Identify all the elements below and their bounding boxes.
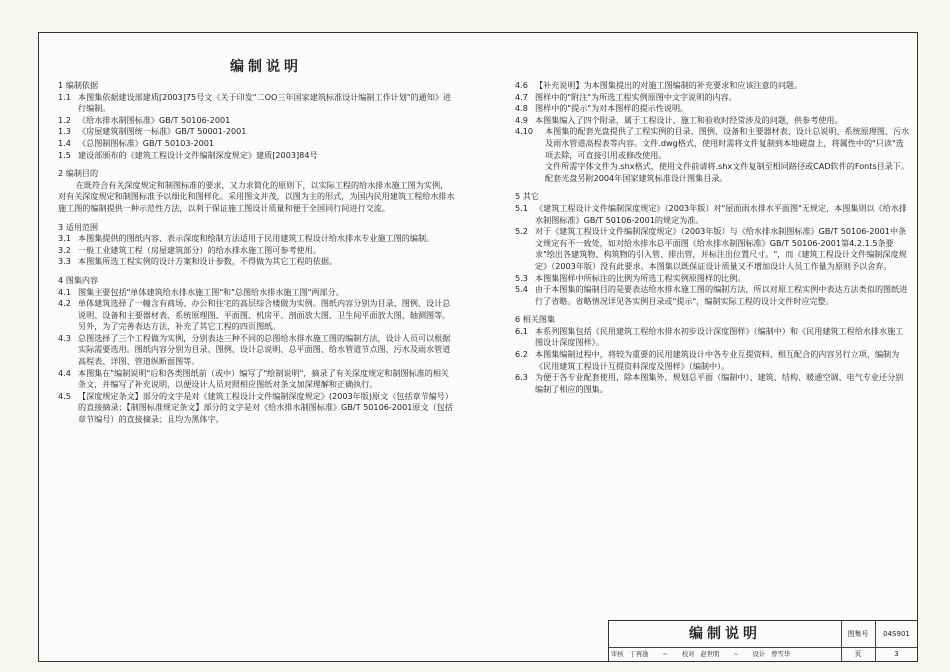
clause-text: 建设部颁布的《建筑工程设计文件编制深度规定》建质[2003]84号: [78, 149, 318, 160]
signature-row: [609, 648, 842, 661]
clause-number: 1.2: [58, 114, 71, 125]
clause-number: 6.2: [515, 349, 528, 360]
clause-text: 《总图制图标准》GB/T 50103-2001: [78, 137, 215, 148]
title-block: [608, 620, 917, 661]
clause: [515, 103, 910, 115]
clause-text: 本图集编入了四个附录，属于工程设计、施工和验收时经常涉及的问题，供参考使用。: [535, 114, 843, 125]
clause: [58, 391, 456, 426]
clause-text: 图样中的"提示"为对本图样的提示性说明。: [535, 103, 689, 114]
section-heading: 6 相关图集: [515, 314, 556, 325]
clause-number: 4.1: [58, 286, 71, 297]
page-number: 3: [894, 650, 899, 658]
clause-continuation: 文件所需字体文件为.shx格式，使用文件前请将.shx文件复制至相同路径或CAD软件的Fonts目录下。: [545, 161, 910, 172]
clause: [515, 326, 910, 349]
section: [58, 275, 456, 426]
clause-text: 《房屋建筑制图统一标准》GB/T 50001-2001: [78, 126, 247, 137]
clause-text: 图样中的"附注"为所选工程实例原图中文字说明的内容。: [535, 91, 737, 102]
clause-number: 1.5: [58, 149, 71, 160]
clause-text: 对于《建筑工程设计文件编制深度规定》（2003年版）与《给水排水制图标准》GB/T 50106-2001中条文规定有不一致处，如对给水排水总平面图《给水排水制图标准》GB/T 50106-2001第4.2.1.5条要求"绘出各建筑物、构筑物的引入管、排出管，并标注出位置尺寸。"，而《建筑工程设计文件编制深度规定》（2003年版）没有此要求。本图集以既保证设计质量又不增加设计人员工作量为原则予以舍弃。: [535, 226, 907, 271]
clause-text: 本系列图集包括《民用建筑工程给水排水初步设计深度图样》（编制中）和《民用建筑工程给水排水施工图设计深度图样》。: [535, 325, 904, 348]
title-block-drawing-title: 编制说明: [609, 621, 842, 648]
clause-text: 本图集的配套光盘提供了工程实例的目录、图例、设备和主要器材表、设计总说明、系统原理图、污水及雨水管道高程表等内容。文件.dwg格式，使用时需将文件复制到本地磁盘上，将属性中的"只读"选项去除，可直接引用或修改使用。: [545, 126, 910, 160]
clause: [58, 233, 456, 245]
section: [58, 222, 456, 268]
left-column: [58, 80, 456, 426]
proofread-label: 校对: [681, 651, 695, 658]
design-label: 设计: [752, 651, 766, 658]
clause-number: 1.4: [58, 137, 71, 148]
clause: [58, 368, 456, 391]
clause: [515, 284, 910, 307]
clause-text: 【补充说明】为本图集提出的对施工图编制的补充要求和应该注意的问题。: [535, 80, 803, 90]
clause-number: 4.5: [58, 390, 71, 401]
clause: [58, 333, 456, 368]
clause-text: 总图选择了三个工程做为实例，分别表达三种不同的总图给水排水施工图的编制方法，设计人员可以根据实际需要选用。图纸内容分别为目录、图例、设计总说明、总平面图、给水管道节点图、污水及雨水管道高程表、详图、管道纵断面图等。: [78, 332, 451, 367]
clause-text: 【深度规定条文】部分的文字是对《建筑工程设计文件编制深度规定》(2003年版)原文（包括章节编号）的直接摘录；【制图标准规定条文】部分的文字是对《给水排水制图标准》GB/T 50106-2001原文（包括章节编号）的直接摘录；且均为黑体字。: [78, 390, 453, 425]
clause: [58, 138, 456, 150]
clause-number: 5.1: [515, 202, 528, 213]
page-title: 编制说明: [230, 59, 302, 75]
clause: [515, 203, 910, 226]
clause-text: 本图集在"编制说明"后和各类图纸前（或中）编写了"绘制说明"，摘录了有关深度规定和制图标准的相关条文，并编写了补充说明，以便设计人员对照相应图纸对条文加深理解和正确执行。: [78, 367, 450, 390]
reviewer-name: 丁再励: [629, 651, 649, 658]
clause: [58, 126, 456, 138]
clause-text: 本图集依据建设部建质[2003]75号文《关于印发"二OO三年国家建筑标准设计编制工作计划"的通知》进行编制。: [78, 91, 452, 114]
clause: [515, 372, 910, 395]
section: [515, 191, 910, 307]
clause-number: 5.3: [515, 272, 528, 283]
clause-number: 4.8: [515, 103, 528, 114]
clause: [515, 226, 910, 272]
clause-text: 一般工业建筑工程（房屋建筑部分）的给水排水施工图可参考使用。: [78, 244, 321, 255]
clause-text: 图集主要包括"单体建筑给水排水施工图"和"总图给水排水施工图"两部分。: [78, 286, 344, 297]
clause: [58, 256, 456, 268]
clause-number: 5.4: [515, 284, 528, 295]
clause: [515, 115, 910, 127]
section-heading: 1 编制依据: [58, 80, 99, 90]
section: [58, 80, 456, 161]
clause: [515, 126, 910, 161]
clause-number: 4.10: [515, 126, 534, 137]
clause-number: 4.3: [58, 332, 71, 343]
section-heading: 4 图集内容: [58, 274, 99, 285]
right-column: [515, 80, 910, 395]
section-heading: 5 其它: [515, 191, 539, 202]
clause-number: 4.7: [515, 91, 528, 102]
clause-number: 6.1: [515, 325, 528, 336]
clause-continuation: 配套光盘另附2004年国家建筑标准设计图集目录。: [545, 172, 728, 183]
clause-text: 本图集所选工程实例的设计方案和设计参数，不得做为其它工程的依据。: [78, 256, 338, 267]
clause: [515, 349, 910, 372]
clause-number: 3.2: [58, 244, 71, 255]
section-heading: 2 编制目的: [58, 168, 99, 179]
atlas-number-label: 图集号: [841, 621, 876, 648]
clause: [58, 92, 456, 115]
clause-number: 1.3: [58, 126, 71, 137]
proofreader-name: 赵世明: [700, 651, 720, 658]
clause-text: 《给水排水制图标准》GB/T 50106-2001: [78, 114, 231, 125]
clause-text: 本图集图样中所标注的比例为所选工程实例原图样的比例。: [535, 272, 746, 283]
section-paragraph: 在既符合有关深度规定和制图标准的要求，又力求简化的原则下，以实际工程的给水排水施工图为实例，对有关深度规定和制图标准予以细化和图样化。采用图文并茂，以图为主的形式，为国内民用建筑工程给水排水施工图的编制提供一种示范性方法，以利于保证施工图设计质量和便于全国同行间进行交流。: [58, 179, 455, 213]
clause: [58, 150, 456, 162]
section: [515, 314, 910, 395]
clause: [58, 287, 456, 299]
section: [515, 80, 910, 184]
clause: [58, 245, 456, 257]
reviewer-signature: ~: [662, 651, 668, 658]
clause-number: 3.3: [58, 256, 71, 267]
clause-number: 4.2: [58, 298, 71, 309]
clause-text: 由于本图集的编制目的是要表达给水排水施工图的编制方法，所以对原工程实例中表达方法类似的图纸进行了省略。省略情况详见各实例目录或"提示"，编制实际工程的设计文件时应完整。: [535, 284, 908, 306]
clause-text: 本图集编制过程中，将较为重要的民用建筑设计中各专业互提资料、相互配合的内容另行立项，编制为《民用建筑工程设计互提资料深度及图样》（编制中）。: [535, 349, 900, 371]
clause-number: 4.9: [515, 114, 528, 125]
atlas-number: 04S901: [876, 621, 917, 648]
clause-number: 1.1: [58, 91, 71, 102]
review-label: 审核: [611, 651, 624, 658]
clause-number: 4.6: [515, 80, 528, 90]
clause: [515, 80, 910, 92]
clause-number: 5.2: [515, 226, 528, 237]
clause: [515, 273, 910, 285]
clause: [58, 115, 456, 127]
clause-text: 为便于各专业配套使用，除本图集外，规划总平面（编制中）、建筑、结构、暖通空调、电气专业还分别编制了相应的图集。: [535, 372, 904, 394]
clause-number: 3.1: [58, 233, 71, 244]
clause-text: 本图集提供的图纸内容、表示深度和绘制方法适用于民用建筑工程设计给水排水专业施工图的编制。: [78, 233, 435, 244]
section: [58, 168, 456, 214]
clause-number: 4.4: [58, 367, 71, 378]
clause: [515, 92, 910, 104]
page-label: 页: [841, 648, 876, 661]
clause-number: 6.3: [515, 372, 528, 383]
clause-text: 《建筑工程设计文件编制深度规定》（2003年版）对"屋面雨水排水平面图"无规定，本图集则以《给水排水制图标准》GB/T 50106-2001的规定为准。: [535, 202, 908, 225]
proofreader-signature: ~: [733, 651, 739, 658]
designer-name: 曾雪华: [771, 651, 791, 658]
section-heading: 3 适用范围: [58, 221, 99, 232]
clause: [58, 298, 456, 333]
clause-text: 单体建筑选择了一幢含有商场、办公和住宅的高层综合楼做为实例。图纸内容分别为目录、图例、设计总说明、设备和主要器材表、系统原理图、平面图、机房平、剖面放大图、卫生间平面放大图、轴测图等。另外，为了完善表达方法，补充了其它工程的四页图纸。: [78, 298, 451, 332]
